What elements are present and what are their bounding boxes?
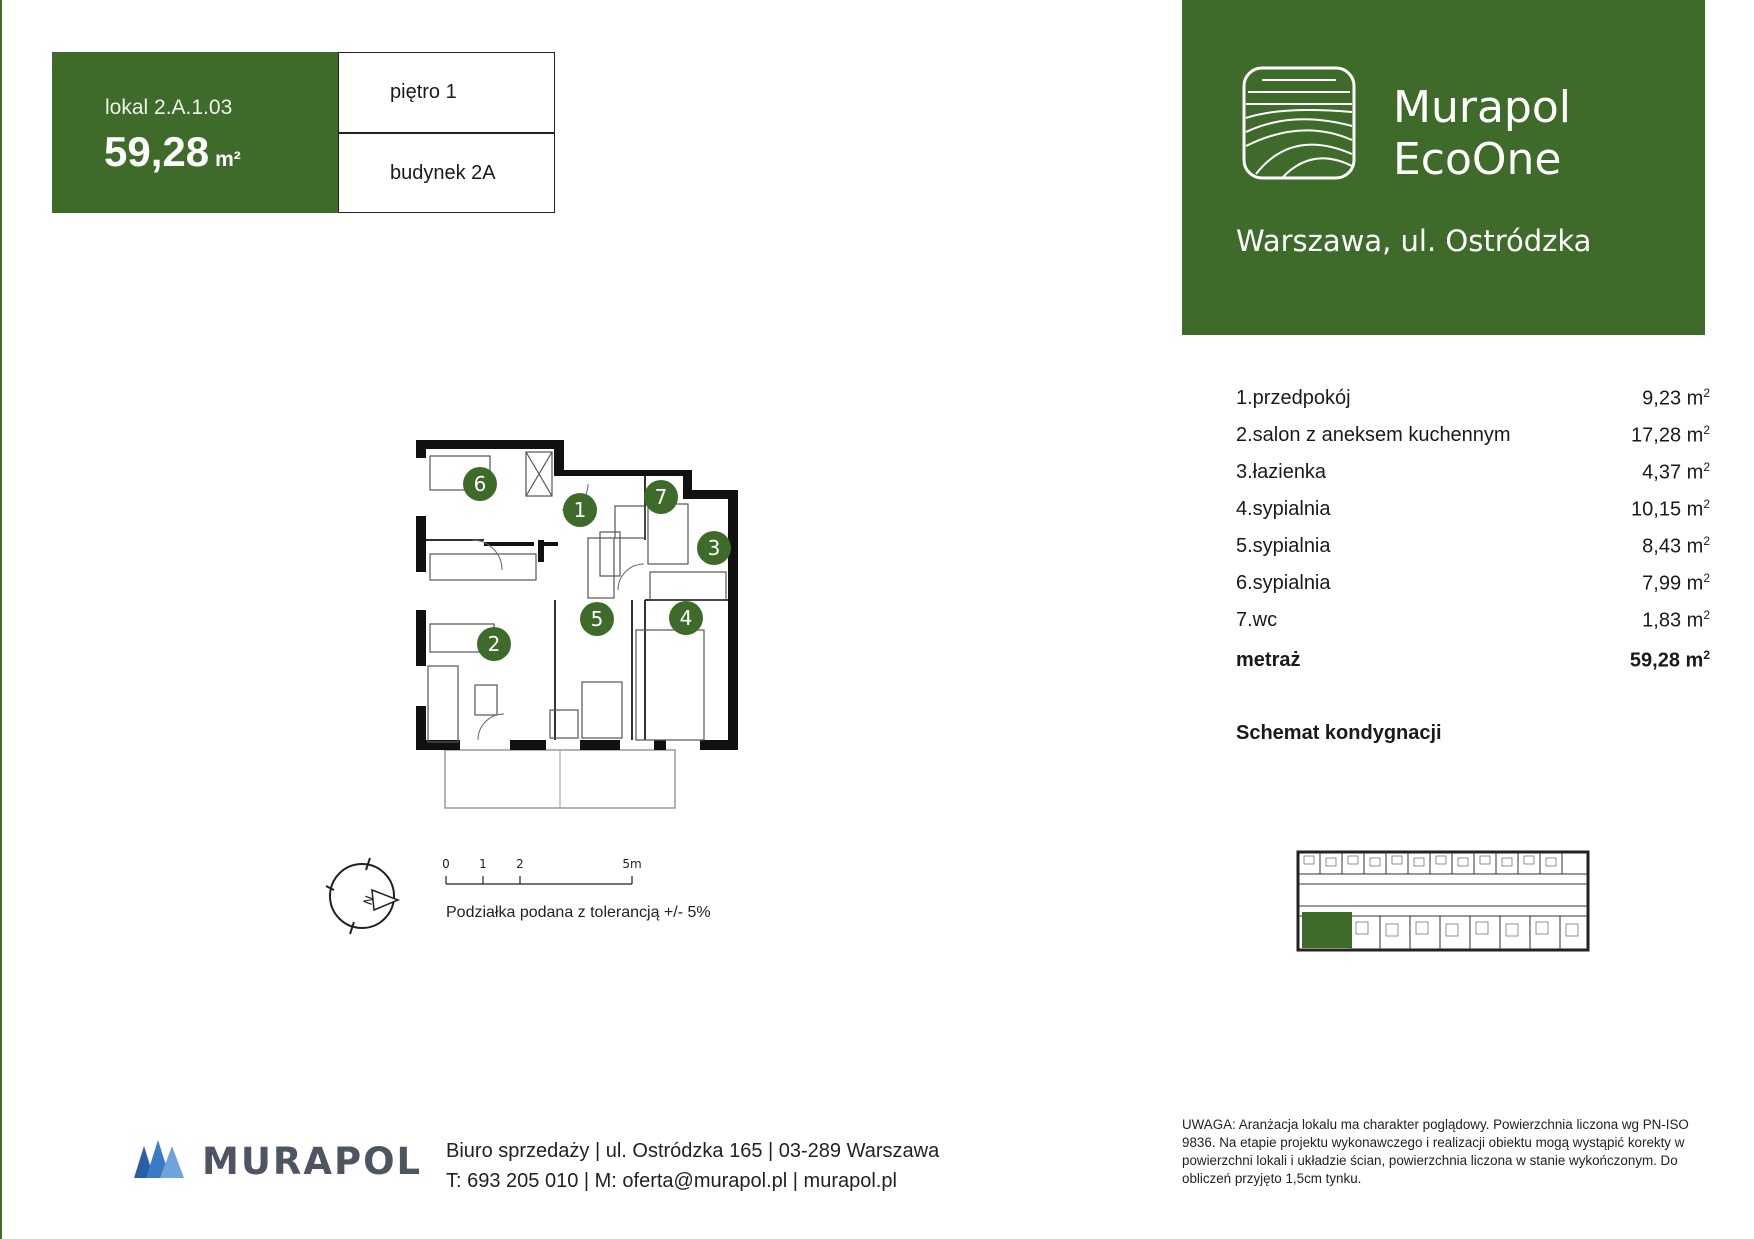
murapol-wordmark: MURAPOL	[202, 1140, 423, 1183]
compass-icon	[320, 852, 406, 938]
room-marker-3-label: 3	[707, 536, 721, 560]
room-name: 4.sypialnia	[1236, 498, 1331, 520]
brand-name-line1: Murapol	[1393, 82, 1571, 133]
room-name: 1.przedpokój	[1236, 387, 1351, 409]
scale-note: Podziałka podana z tolerancją +/- 5%	[446, 904, 711, 921]
footer-phone-email: T: 693 205 010 | M: oferta@murapol.pl | murapol.pl	[446, 1170, 897, 1192]
room-area: 1,83 $m^2$	[1642, 608, 1710, 632]
room-row	[1236, 491, 1710, 528]
scale-bar	[440, 854, 660, 896]
room-name: 5.sypialnia	[1236, 535, 1331, 557]
disclaimer: UWAGA: Aranżacja lokalu ma charakter poglądowy. Powierzchnia liczona wg PN-ISO 9836. Na etapie projektu wykonawczego i realizacji obiektu mogą wystąpić korekty w powierzchni lokali i układzie ścian, powierzchnia liczona w stanie wykończonym. Do obliczeń przyjęto 1,5cm tynku.	[1182, 1117, 1689, 1186]
room-marker-6-label: 6	[473, 472, 487, 496]
room-row	[1236, 565, 1710, 602]
total-name: metraż	[1236, 648, 1301, 671]
room-name: 7.wc	[1236, 609, 1278, 631]
scale-tick-5m: 5m	[622, 857, 642, 871]
brand-name	[1393, 82, 1571, 186]
room-name: 6.sypialnia	[1236, 572, 1331, 594]
room-area: 9,23 $m^2$	[1642, 386, 1710, 410]
highlighted-apartment	[1302, 912, 1352, 948]
footer-address: Biuro sprzedaży | ul. Ostródzka 165 | 03-289 Warszawa	[446, 1140, 940, 1162]
left-accent-line	[0, 0, 2, 1239]
doors	[472, 484, 644, 740]
room-area: 7,99 $m^2$	[1642, 571, 1710, 595]
room-area: 8,43 $m^2$	[1642, 534, 1710, 558]
room-row	[1236, 454, 1710, 491]
scale-tick-1: 1	[479, 857, 487, 871]
rooms-table	[1236, 380, 1710, 681]
room-marker-1-label: 1	[573, 498, 587, 522]
total-area: 59,28 $m^2$	[1629, 647, 1710, 672]
lokal-label: lokal 2.A.1.03	[105, 96, 233, 119]
lokal-area	[104, 128, 241, 176]
room-row	[1236, 417, 1710, 454]
room-marker-4-label: 4	[679, 606, 693, 630]
room-marker-2-label: 2	[487, 632, 501, 656]
floor-schema	[1290, 840, 1610, 960]
total-row	[1236, 639, 1710, 681]
room-name: 3.łazienka	[1236, 461, 1327, 483]
info-divider	[338, 132, 555, 134]
lokal-box	[52, 52, 338, 213]
brand-address: Warszawa, ul. Ostródzka	[1236, 224, 1592, 258]
room-marker-5-label: 5	[590, 607, 604, 631]
scale-tick-2: 2	[516, 857, 524, 871]
room-name: 2.salon z aneksem kuchennym	[1236, 424, 1511, 446]
room-row	[1236, 380, 1710, 417]
lokal-area-value: 59,28	[104, 128, 210, 175]
ecoone-logo-icon	[1242, 66, 1356, 180]
room-area: 10,15 $m^2$	[1631, 497, 1710, 521]
murapol-logo-icon	[132, 1138, 188, 1182]
room-area: 17,28 $m^2$	[1631, 423, 1710, 447]
compass-north-label: N	[360, 893, 378, 907]
room-row	[1236, 528, 1710, 565]
schemat-title: Schemat kondygnacji	[1236, 722, 1442, 744]
lokal-area-unit: m²	[215, 148, 241, 171]
floor-label: piętro 1	[390, 81, 457, 103]
scale-tick-0: 0	[442, 857, 450, 871]
footer-contact	[446, 1136, 939, 1196]
room-row	[1236, 602, 1710, 639]
floor-plan	[400, 420, 800, 820]
brand-name-line2: EcoOne	[1393, 134, 1562, 185]
building-label: budynek 2A	[390, 162, 496, 184]
room-area: 4,37 $m^2$	[1642, 460, 1710, 484]
room-marker-7-label: 7	[654, 485, 668, 509]
